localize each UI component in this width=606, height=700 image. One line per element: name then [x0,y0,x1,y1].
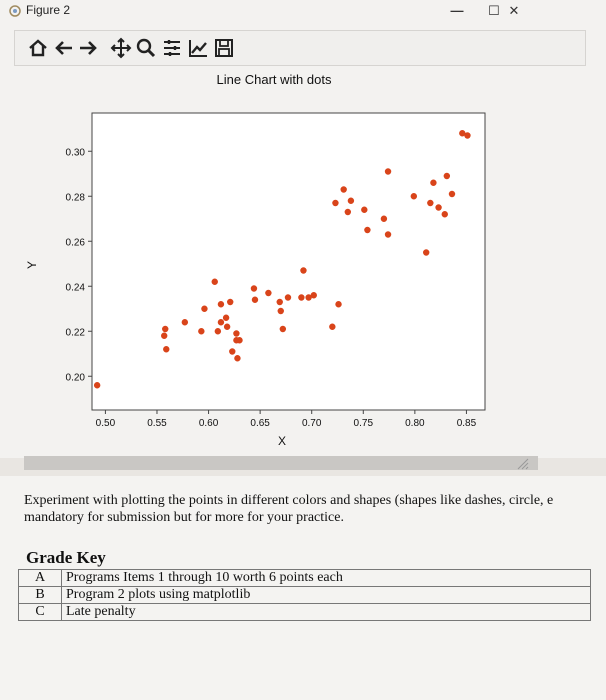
data-point [298,294,304,300]
data-point [285,294,291,300]
data-point [251,285,257,291]
data-point [411,193,417,199]
y-tick-label: 0.20 [65,372,85,384]
minimize-button[interactable]: — [450,3,464,18]
data-point [233,330,239,336]
data-point [385,168,391,174]
window-title: Figure 2 [26,3,71,17]
y-tick-label: 0.26 [65,237,85,249]
edit-axis-icon[interactable] [187,37,209,59]
resize-grip-icon[interactable] [516,458,530,470]
data-point [182,319,188,325]
x-tick-label: 0.55 [147,418,167,429]
data-point [212,279,218,285]
data-point [198,328,204,334]
table-row [19,570,591,587]
data-point [340,186,346,192]
grade-key-cell: B [19,587,62,604]
home-icon[interactable] [27,37,49,59]
data-point [224,324,230,330]
x-tick-label: 0.60 [198,418,219,429]
assignment-document [0,476,606,700]
data-point [277,299,283,305]
data-point [300,267,306,273]
x-tick-label: 0.50 [95,418,116,429]
data-point [229,348,235,354]
data-point [364,227,370,233]
pan-icon[interactable] [110,37,132,59]
table-row [19,604,591,621]
plot-area [92,113,485,410]
data-point [215,328,221,334]
data-point [435,204,441,210]
data-point [464,132,470,138]
y-tick-label: 0.28 [65,192,85,204]
instruction-line-1: Experiment with plotting the points in different colors and shapes (shapes like dashes, circle, e [24,493,554,508]
x-axis-label: X [277,434,287,448]
y-tick-label: 0.24 [65,282,85,294]
data-point [162,326,168,332]
data-point [332,200,338,206]
back-arrow-icon[interactable] [53,37,75,59]
toolbar [14,30,586,66]
data-point [449,191,455,197]
save-icon[interactable] [213,37,235,59]
data-point [427,200,433,206]
data-point [234,355,240,361]
zoom-icon[interactable] [135,37,157,59]
close-button[interactable]: ✕ [508,3,520,18]
data-point [278,308,284,314]
data-point [335,301,341,307]
x-tick-label: 0.65 [250,418,270,429]
instruction-line-2: mandatory for submission but for more for your practice. [24,510,344,525]
chart-title: Line Chart with dots [216,72,332,87]
grade-key-cell: C [19,604,62,621]
data-point [348,198,354,204]
instruction-text [24,492,606,526]
grade-text-cell: Program 2 plots using matplotlib [62,587,591,604]
data-point [280,326,286,332]
data-point [423,249,429,255]
data-point [163,346,169,352]
grade-text-cell: Programs Items 1 through 10 worth 6 points each [62,570,591,587]
data-point [444,173,450,179]
data-point [381,216,387,222]
x-tick-label: 0.80 [405,418,425,429]
data-point [442,211,448,217]
data-point [385,231,391,237]
data-point [265,290,271,296]
grade-key-title: Grade Key [26,548,106,567]
x-tick-label: 0.75 [353,418,374,429]
grade-text-cell: Late penalty [62,604,591,621]
y-tick-label: 0.22 [65,327,85,339]
data-point [252,297,258,303]
data-point [311,292,317,298]
subplots-config-icon[interactable] [161,37,183,59]
app-icon [8,4,22,18]
y-tick-label: 0.30 [65,147,85,159]
forward-arrow-icon[interactable] [77,37,99,59]
data-point [430,180,436,186]
data-point [161,333,167,339]
x-tick-label: 0.85 [456,418,477,429]
grade-key-cell: A [19,570,62,587]
y-axis-label: Y [25,260,39,270]
data-point [218,301,224,307]
data-point [201,306,207,312]
data-point [218,319,224,325]
data-point [227,299,233,305]
data-point [361,207,367,213]
horizontal-scrollbar[interactable] [24,456,538,470]
data-point [329,324,335,330]
data-point [236,337,242,343]
data-point [94,382,100,388]
x-tick-label: 0.70 [301,418,322,429]
data-point [223,315,229,321]
maximize-button[interactable]: ☐ [488,3,500,18]
scatter-chart [0,64,606,456]
data-point [345,209,351,215]
title-bar [0,0,606,24]
grade-key-table [18,569,591,621]
table-row [19,587,591,604]
